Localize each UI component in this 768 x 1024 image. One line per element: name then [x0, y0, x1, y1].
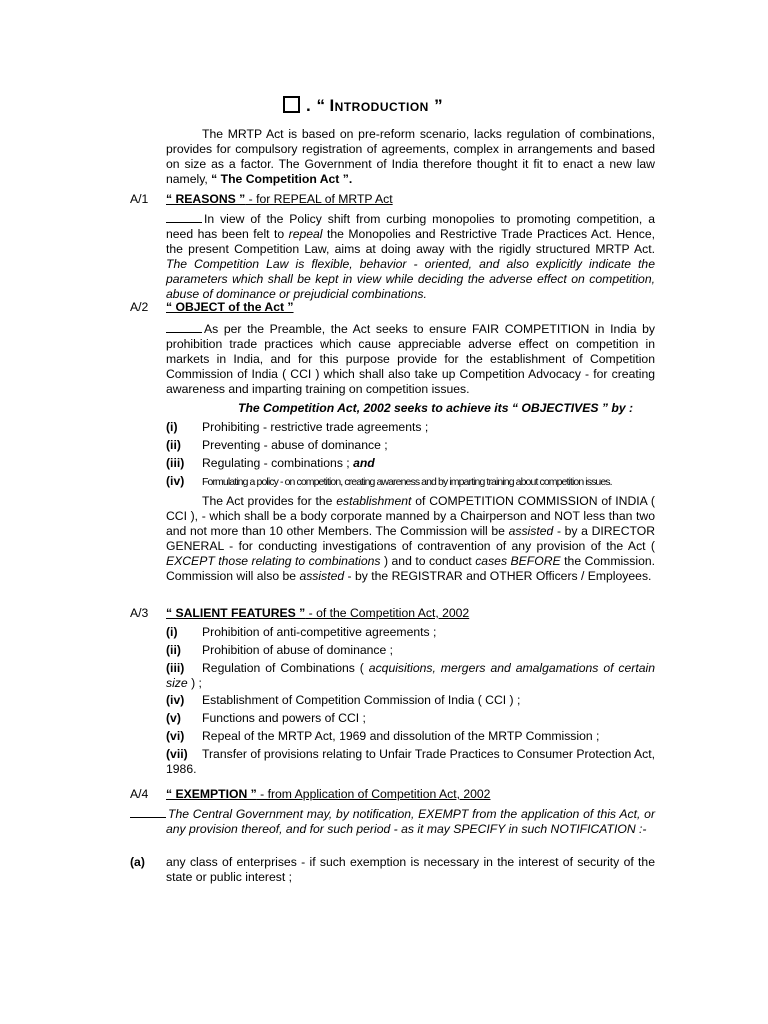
section-heading-a4: “ EXEMPTION ” - from Application of Competition Act, 2002 — [166, 787, 491, 801]
objective-item: (ii) Preventing - abuse of dominance ; — [166, 438, 388, 452]
section-heading-a2: “ OBJECT of the Act ” — [166, 300, 294, 314]
section-heading-a3: “ SALIENT FEATURES ” - of the Competition Act, 2002 — [166, 606, 470, 620]
objective-item: (i) Prohibiting - restrictive trade agreements ; — [166, 420, 429, 434]
feature-item: (iii) Regulation of Combinations ( acquisitions, mergers and amalgamations of certain size ) ; — [166, 661, 656, 690]
objective-item: (iii) Regulating - combinations ; and — [166, 456, 375, 470]
feature-item: (i) Prohibition of anti-competitive agreements ; — [166, 625, 437, 639]
feature-item: (vii) Transfer of provisions relating to Unfair Trade Practices to Consumer Protection Act, 1986. — [166, 747, 655, 776]
title-suffix: ” — [428, 96, 444, 115]
blank-line — [166, 212, 202, 223]
a1-paragraph: In view of the Policy shift from curbing monopolies to promoting competition, a need has been felt to repeal the Monopolies and Restrictive Trade Practices Act. Hence, the present Competition Law, aims at doing away with the rigidly structured MRTP Act. The Competition Law is flexible, behavior - oriented, and also explicitly indicate the parameters which shall be kept in view while deciding the adverse effect on competition, abuse of dominance or prejudicial combinations. — [166, 212, 655, 301]
intro-paragraph: The MRTP Act is based on pre-reform scenario, lacks regulation of combinations, provides for compulsory registration of agreements, complex in arrangements and based on size as a factor. The Government of India therefore thought it fit to enact a new law namely, “ The Competition Act ”. — [166, 127, 655, 186]
clause-a-text: any class of enterprises - if such exemption is necessary in the interest of security of the state or public interest ; — [166, 855, 655, 884]
feature-item: (ii) Prohibition of abuse of dominance ; — [166, 643, 394, 657]
blank-line — [130, 807, 166, 818]
a2-paragraph: As per the Preamble, the Act seeks to ensure FAIR COMPETITION in India by prohibition trade practices which cause appreciable adverse effect on competition in markets in India, and for this purpose provide for the establishment of Competition Commission of India ( CCI ) which shall also take up Competition Advocacy - for creating awareness and imparting training on competition issues. — [166, 322, 655, 396]
checkbox-bullet-icon — [283, 96, 300, 113]
feature-item: (vi) Repeal of the MRTP Act, 1969 and dissolution of the MRTP Commission ; — [166, 729, 600, 743]
section-title — [283, 96, 443, 116]
section-number-a2: A/2 — [130, 300, 149, 314]
title-prefix: . “ — [306, 96, 326, 115]
objective-item: (iv) Formulating a policy - on competition, creating awareness and by imparting training about competition issues. — [166, 474, 612, 488]
clause-marker-a: (a) — [130, 855, 145, 869]
section-heading-a1: “ REASONS ” - for REPEAL of MRTP Act — [166, 192, 393, 206]
a2-commission-paragraph: The Act provides for the establishment of COMPETITION COMMISSION of INDIA ( CCI ), - which shall be a body corporate manned by a Chairperson and NOT less than two and not more than 10 other Members. The Commission will be assisted - by a DIRECTOR GENERAL - for conducting investigations of contravention of any provision of the Act ( EXCEPT those relating to combinations ) and to conduct cases BEFORE the Commission. Commission will also be assisted - by the REGISTRAR and OTHER Officers / Employees. — [166, 494, 656, 583]
section-number-a3: A/3 — [130, 606, 149, 620]
feature-item: (iv) Establishment of Competition Commission of India ( CCI ) ; — [166, 693, 521, 707]
blank-line — [166, 322, 202, 333]
objectives-heading: The Competition Act, 2002 seeks to achieve its “ OBJECTIVES ” by : — [238, 401, 634, 415]
section-number-a4: A/4 — [130, 787, 149, 801]
section-number-a1: A/1 — [130, 192, 149, 206]
title-word: Introduction — [329, 96, 429, 115]
a4-paragraph: The Central Government may, by notification, EXEMPT from the application of this Act, or any provision thereof, and for such period - as it may SPECIFY in such NOTIFICATION :- — [166, 807, 655, 837]
feature-item: (v) Functions and powers of CCI ; — [166, 711, 366, 725]
